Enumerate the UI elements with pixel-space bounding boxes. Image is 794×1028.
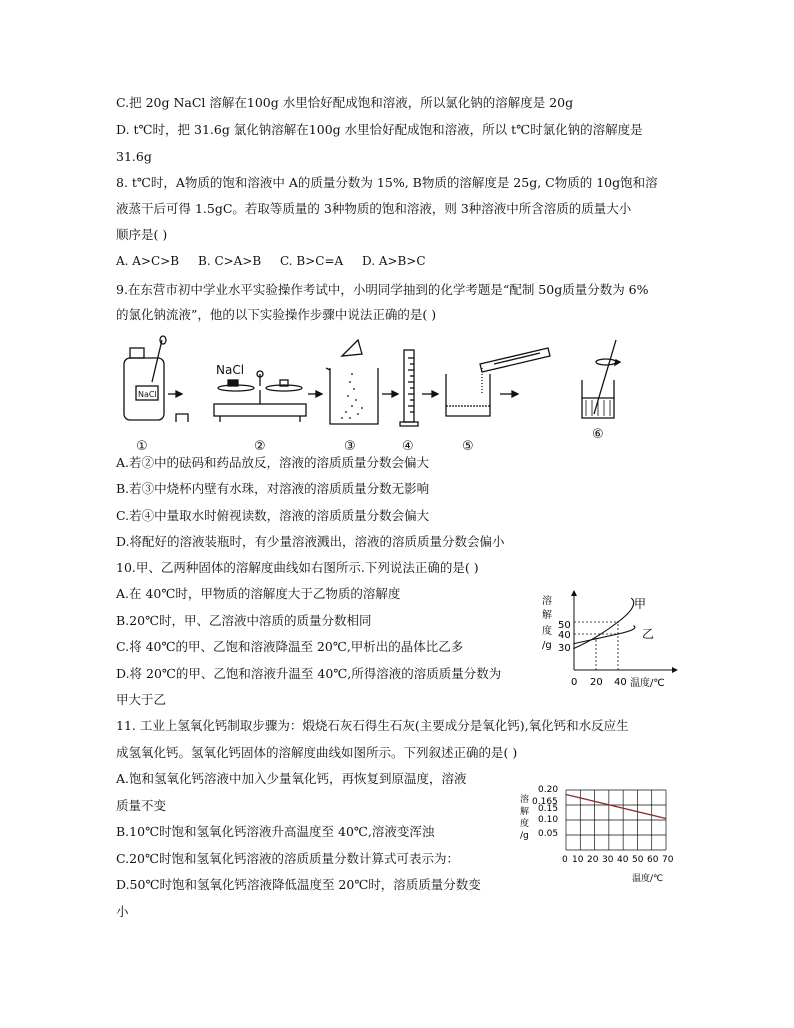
balance-scale-icon xyxy=(214,371,322,422)
pouring-water-icon xyxy=(446,348,550,416)
chart10-ylabel-char-1: 溶 xyxy=(542,596,552,607)
q8-stem-line1: 8. t℃时，A物质的饱和溶液中 A的质量分数为 15%, B物质的溶解度是 25g, C物质的 10g饱和溶 xyxy=(116,175,658,190)
chart11-ylabel-char-1: 溶 xyxy=(520,795,530,805)
chart11-series-line xyxy=(566,795,666,819)
q11-option-b: B.10℃时饱和氢氧化钙溶液升高温度至 40℃,溶液变浑浊 xyxy=(116,824,435,839)
q10-solubility-chart xyxy=(538,590,678,690)
q11-option-d-line1: D.50℃时饱和氢氧化钙溶液降低温度至 20℃时，溶质质量分数变 xyxy=(116,877,481,892)
step-2-label: ② xyxy=(254,439,266,454)
chart11-ylabel-char-3: 度 xyxy=(520,819,530,829)
chart11-xtick-60: 60 xyxy=(647,855,659,865)
step-6-label: ⑥ xyxy=(592,427,604,442)
q7-option-d-line2: 31.6g xyxy=(116,149,152,164)
chart10-series-label-yi: 乙 xyxy=(642,627,655,641)
q7-option-d-line1: D. t℃时，把 31.6g 氯化钠溶解在100g 水里恰好配成饱和溶液，所以 t℃时氯化钠的溶解度是 xyxy=(116,122,643,137)
chart11-xlabel: 温度/℃ xyxy=(632,874,664,884)
chart11-ytick-0.05: 0.05 xyxy=(538,829,559,839)
bottle-label: NaCl xyxy=(138,390,157,399)
beaker-pouring-icon xyxy=(326,340,398,424)
q11-stem-line1: 11. 工业上氢氧化钙制取步骤为：煅烧石灰石得生石灰(主要成分是氧化钙),氧化钙和水反应生 xyxy=(116,718,629,733)
q9-experiment-figure xyxy=(116,334,636,456)
step-5-label: ⑤ xyxy=(462,439,474,454)
step-4-label: ④ xyxy=(402,439,414,454)
q8-stem-line3: 顺序是( ) xyxy=(116,227,168,242)
q10-option-a: A.在 40℃时，甲物质的溶解度大于乙物质的溶解度 xyxy=(116,586,401,601)
q10-option-d-line1: D.将 20℃的甲、乙饱和溶液升温至 40℃,所得溶液的溶质质量分数为 xyxy=(116,666,502,681)
q10-option-c: C.将 40℃的甲、乙饱和溶液降温至 20℃,甲析出的晶体比乙多 xyxy=(116,639,464,654)
q7-option-c: C.把 20g NaCl 溶解在100g 水里恰好配成饱和溶液，所以氯化钠的溶解度是 20g xyxy=(116,95,574,110)
graduated-cylinder-icon xyxy=(400,350,438,426)
chart11-ytick-0.20: 0.20 xyxy=(538,785,559,795)
step-1-label: ① xyxy=(136,439,148,454)
q10-option-b: B.20℃时，甲、乙溶液中溶质的质量分数相同 xyxy=(116,613,372,628)
chart11-ytick-0.10: 0.10 xyxy=(538,815,559,825)
q8-options xyxy=(116,254,426,268)
chart11-xtick-70: 70 xyxy=(662,855,674,865)
q11-option-c: C.20℃时饱和氢氧化钙溶液的溶质质量分数计算式可表示为： xyxy=(116,851,459,866)
q11-option-a-line1: A.饱和氢氧化钙溶液中加入少量氧化钙，再恢复到原温度，溶液 xyxy=(116,771,467,786)
chart10-xlabel: 温度/℃ xyxy=(630,678,665,689)
chart11-xtick-50: 50 xyxy=(632,855,644,865)
q11-stem-line2: 成氢氧化钙。氢氧化钙固体的溶解度曲线如图所示。下列叙述正确的是( ) xyxy=(116,745,518,760)
chart10-ylabel-char-4: /g xyxy=(542,640,552,651)
chart10-point-0-2 xyxy=(617,621,619,623)
chart11-xtick-10: 10 xyxy=(572,855,584,865)
chart10-y-arrow xyxy=(571,590,577,596)
q9-option-c: C.若④中量取水时俯视读数，溶液的溶质质量分数会偏大 xyxy=(116,508,430,523)
chart10-ytick-30: 30 xyxy=(558,643,571,654)
chart10-xtick-40: 40 xyxy=(614,677,627,688)
q8-option-c: C. B>C=A xyxy=(280,254,344,268)
chart11-ytick-0.15: 0.15 xyxy=(538,804,559,814)
q8-option-d: D. A>B>C xyxy=(362,254,426,268)
chart10-ytick-50: 50 xyxy=(558,620,571,631)
step-3-label: ③ xyxy=(344,439,356,454)
reagent-bottle-icon xyxy=(124,336,188,422)
chart10-xtick-20: 20 xyxy=(590,677,603,688)
chart11-ylabel-char-2: 解 xyxy=(520,807,530,817)
q11-option-a-line2: 质量不变 xyxy=(116,798,167,813)
q11-option-d-line2: 小 xyxy=(116,904,129,919)
chart10-series-jia-line xyxy=(574,598,634,648)
chart10-series-label-jia: 甲 xyxy=(634,597,647,611)
q8-option-b: B. C>A>B xyxy=(198,254,262,268)
q9-option-d: D.将配好的溶液装瓶时，有少量溶液溅出，溶液的溶质质量分数会偏小 xyxy=(116,534,505,549)
q8-stem-line2: 液蒸干后可得 1.5gC。若取等质量的 3种物质的饱和溶液，则 3种溶液中所含溶质的质量大小 xyxy=(116,201,632,216)
chart10-ylabel-char-2: 解 xyxy=(542,610,552,621)
chart11-xtick-20: 20 xyxy=(587,855,599,865)
q11-solubility-chart xyxy=(516,778,686,888)
q9-stem-line2: 的氯化钠流液”，他的以下实验操作步骤中说法正确的是( ) xyxy=(116,307,437,322)
chart11-ytick-0.165: 0.165 xyxy=(532,797,558,807)
chart10-ytick-40: 40 xyxy=(558,630,571,641)
q9-option-b: B.若③中烧杯内壁有水珠，对溶液的溶质质量分数无影响 xyxy=(116,481,430,496)
chart11-xtick-30: 30 xyxy=(602,855,614,865)
chart10-point-1-2 xyxy=(617,633,619,635)
chart11-grid xyxy=(566,790,666,850)
nacl-label: NaCl xyxy=(216,363,245,377)
q9-stem-line1: 9.在东营市初中学业水平实验操作考试中，小明同学抽到的化学考题是“配制 50g质量分数为 6% xyxy=(116,282,649,297)
chart11-ylabel-char-4: /g xyxy=(520,831,529,841)
chart10-point-0-0 xyxy=(573,648,575,650)
q10-stem: 10.甲、乙两种固体的溶解度曲线如右图所示.下列说法正确的是( ) xyxy=(116,560,479,575)
q10-option-d-line2: 甲大于乙 xyxy=(116,692,167,707)
chart10-series-yi-line xyxy=(574,626,635,644)
chart11-xtick-0: 0 xyxy=(562,855,568,865)
chart10-point-1-1 xyxy=(595,638,597,640)
q9-option-a: A.若②中的砝码和药品放反，溶液的溶质质量分数会偏大 xyxy=(116,455,430,470)
chart10-point-1-0 xyxy=(573,643,575,645)
chart10-xtick-0: 0 xyxy=(571,677,578,688)
q8-option-a: A. A>C>B xyxy=(116,254,180,268)
stirring-beaker-icon xyxy=(582,340,620,418)
chart10-ylabel-char-3: 度 xyxy=(542,626,552,637)
chart10-x-arrow xyxy=(672,667,678,673)
chart11-xtick-40: 40 xyxy=(617,855,629,865)
